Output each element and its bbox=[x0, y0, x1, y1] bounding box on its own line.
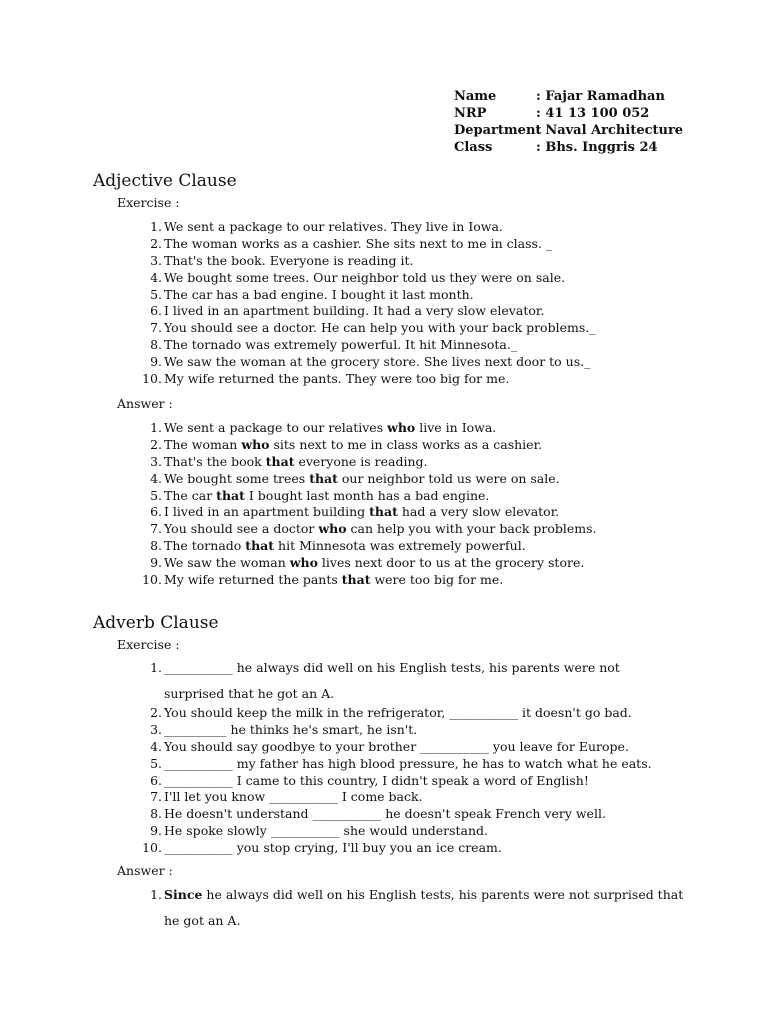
adjective-exercise-list bbox=[137, 219, 595, 388]
list-item: 7. You should see a doctor. He can help you with your back problems._ bbox=[150, 320, 596, 336]
list-item: 9. We saw the woman at the grocery store. She lives next door to us._ bbox=[150, 354, 591, 370]
list-item: 6. I lived in an apartment building. It had a very slow elevator. bbox=[150, 303, 545, 319]
nrp-label: NRP bbox=[454, 106, 487, 121]
list-item: 1. ___________ he always did well on his English tests, his parents were not bbox=[150, 660, 620, 675]
list-item: 4. We bought some trees. Our neighbor told us they were on sale. bbox=[150, 269, 566, 285]
list-item: 7. I'll let you know ___________ I come back. bbox=[150, 789, 423, 805]
adverb-answer-label: Answer : bbox=[117, 863, 173, 878]
list-item: 10. ___________ you stop crying, I'll buy you an ice cream. bbox=[142, 840, 502, 856]
adverb-exercise-list bbox=[137, 660, 652, 857]
list-item: 2. The woman works as a cashier. She sits next to me in class. _ bbox=[150, 235, 553, 251]
nrp-row bbox=[454, 105, 683, 122]
list-item-continuation: he got an A. bbox=[164, 913, 241, 928]
list-item: 8. The tornado was extremely powerful. It hit Minnesota._ bbox=[150, 337, 518, 353]
list-item: 1. We sent a package to our relatives. They live in Iowa. bbox=[150, 219, 503, 234]
department-row bbox=[454, 122, 683, 139]
class-row bbox=[454, 139, 683, 156]
list-item: 2. The woman who sits next to me in class works as a cashier. bbox=[150, 436, 543, 452]
student-identity bbox=[454, 88, 683, 156]
adverb-answer-list bbox=[137, 887, 683, 932]
adverb-exercise-label: Exercise : bbox=[117, 637, 180, 652]
adjective-clause-heading: Adjective Clause bbox=[93, 171, 237, 191]
list-item: 9. He spoke slowly ___________ she would understand. bbox=[150, 823, 489, 839]
department-value: : Naval Architecture bbox=[536, 123, 684, 138]
list-item: 5. The car that I bought last month has a bad engine. bbox=[150, 487, 490, 503]
adjective-answer-label: Answer : bbox=[117, 396, 173, 411]
adjective-answer-list bbox=[137, 420, 597, 589]
class-value: : Bhs. Inggris 24 bbox=[536, 140, 658, 155]
department-label: Department bbox=[454, 123, 542, 138]
list-item: 1. Since he always did well on his English tests, his parents were not surprised that bbox=[150, 887, 684, 902]
adjective-exercise-label: Exercise : bbox=[117, 195, 180, 210]
name-label: Name bbox=[454, 89, 497, 104]
name-row bbox=[454, 88, 683, 105]
list-item: 9. We saw the woman who lives next door to us at the grocery store. bbox=[150, 555, 585, 571]
list-item: 8. The tornado that hit Minnesota was extremely powerful. bbox=[150, 538, 526, 554]
list-item: 2. You should keep the milk in the refrigerator, ___________ it doesn't go bad. bbox=[150, 705, 632, 720]
list-item: 4. We bought some trees that our neighbor told us were on sale. bbox=[150, 470, 560, 486]
class-label: Class bbox=[454, 140, 493, 155]
list-item: 5. ___________ my father has high blood pressure, he has to watch what he eats. bbox=[150, 755, 652, 771]
list-item: 3. __________ he thinks he's smart, he isn't. bbox=[150, 721, 418, 737]
list-item: 10. My wife returned the pants that were too big for me. bbox=[142, 572, 504, 588]
list-item: 3. That's the book that everyone is reading. bbox=[150, 453, 428, 469]
list-item: 6. ___________ I came to this country, I didn't speak a word of English! bbox=[150, 772, 589, 788]
list-item: 10. My wife returned the pants. They were too big for me. bbox=[142, 371, 510, 387]
nrp-value: : 41 13 100 052 bbox=[536, 106, 650, 121]
name-value: : Fajar Ramadhan bbox=[536, 89, 665, 104]
list-item: 7. You should see a doctor who can help you with your back problems. bbox=[150, 521, 597, 537]
list-item: 5. The car has a bad engine. I bought it last month. bbox=[150, 286, 474, 302]
list-item: 6. I lived in an apartment building that had a very slow elevator. bbox=[150, 504, 560, 520]
list-item: 4. You should say goodbye to your brother ___________ you leave for Europe. bbox=[150, 738, 629, 754]
list-item: 3. That's the book. Everyone is reading it. bbox=[150, 252, 414, 268]
list-item: 1. We sent a package to our relatives who live in Iowa. bbox=[150, 420, 497, 435]
adverb-clause-heading: Adverb Clause bbox=[93, 613, 219, 633]
list-item-continuation: surprised that he got an A. bbox=[164, 686, 335, 701]
list-item: 8. He doesn't understand ___________ he doesn't speak French very well. bbox=[150, 806, 606, 822]
